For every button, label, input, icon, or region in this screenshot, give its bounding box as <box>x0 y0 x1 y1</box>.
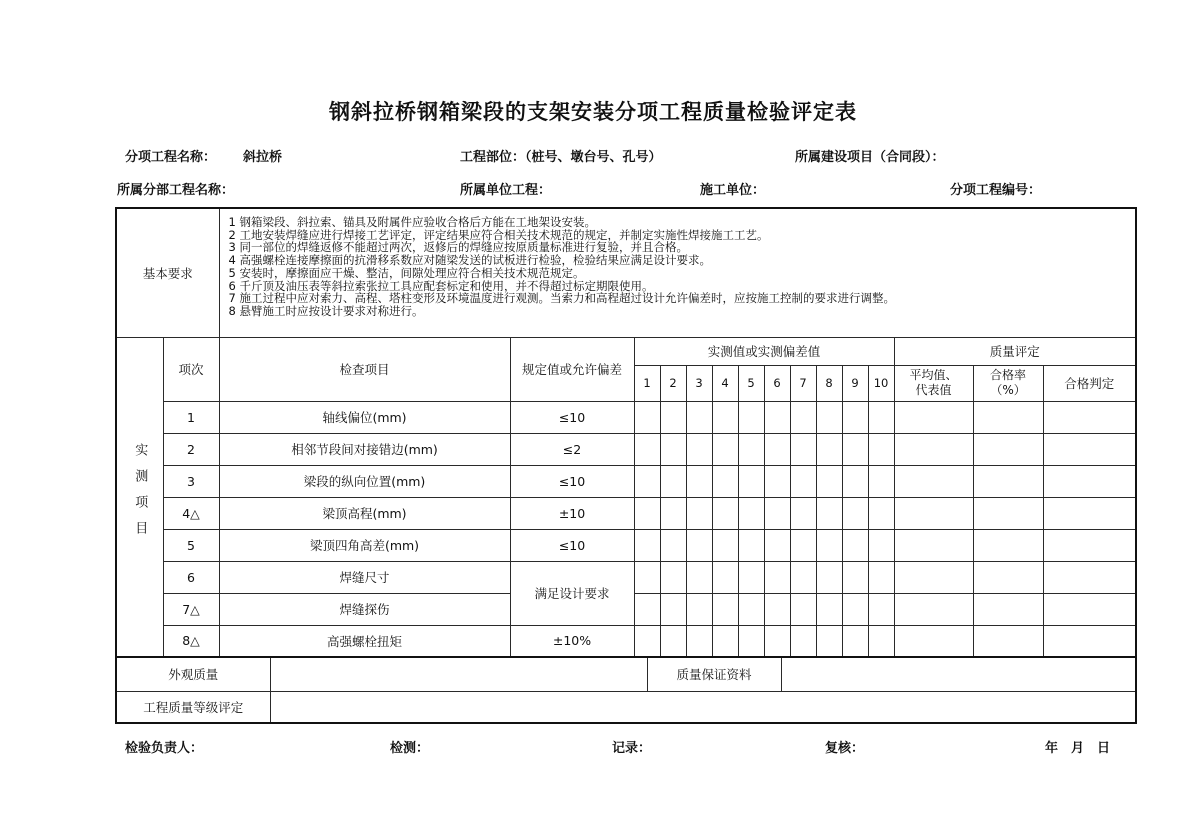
measured-value-cell <box>1043 401 1136 433</box>
col-header-sample-10: 10 <box>868 365 894 401</box>
qa-documents-label: 质量保证资料 <box>647 657 781 691</box>
measured-value-cell <box>660 497 686 529</box>
measured-value-cell <box>764 465 790 497</box>
project-part-label: 工程部位：（桩号、墩台号、孔号） <box>460 150 662 165</box>
measured-value-cell <box>712 401 738 433</box>
measured-value-cell <box>764 625 790 657</box>
measured-value-cell <box>816 433 842 465</box>
summary-table <box>115 656 1137 724</box>
measured-value-cell <box>764 497 790 529</box>
measured-value-cell <box>712 433 738 465</box>
spec-value: ≤10 <box>510 529 634 561</box>
item-no: 7△ <box>163 593 219 625</box>
measured-value-cell <box>868 561 894 593</box>
measured-value-cell <box>764 529 790 561</box>
col-header-sample-7: 7 <box>790 365 816 401</box>
measured-value-cell <box>660 593 686 625</box>
measured-value-cell <box>660 625 686 657</box>
spec-value: 满足设计要求 <box>510 561 634 625</box>
col-header-spec: 规定值或允许偏差 <box>510 337 634 401</box>
measured-value-cell <box>660 529 686 561</box>
appearance-quality-value <box>270 657 647 691</box>
measured-value-cell <box>1043 593 1136 625</box>
item-no: 4△ <box>163 497 219 529</box>
spec-value: ±10% <box>510 625 634 657</box>
measured-value-cell <box>712 497 738 529</box>
unit-project-label: 所属单位工程： <box>460 183 552 198</box>
basic-requirement-item: 4 高强螺栓连接摩擦面的抗滑移系数应对随梁发送的试板进行检验，检验结果应满足设计要求。 <box>228 253 711 268</box>
measured-value-cell <box>790 433 816 465</box>
spec-value: ±10 <box>510 497 634 529</box>
measured-value-cell <box>634 497 660 529</box>
tester-label: 检测： <box>390 741 430 756</box>
measured-value-cell <box>712 593 738 625</box>
measured-value-cell <box>660 561 686 593</box>
measured-value-cell <box>816 593 842 625</box>
measured-value-cell <box>842 561 868 593</box>
measured-value-cell <box>738 625 764 657</box>
basic-requirements-content <box>219 208 1136 337</box>
measured-value-cell <box>816 465 842 497</box>
measured-value-cell <box>973 593 1043 625</box>
spec-value: ≤10 <box>510 401 634 433</box>
measured-value-cell <box>738 561 764 593</box>
measured-value-cell <box>712 625 738 657</box>
col-header-quality-eval: 质量评定 <box>894 337 1136 365</box>
measured-value-cell <box>686 561 712 593</box>
measured-value-cell <box>868 593 894 625</box>
check-item: 焊缝尺寸 <box>219 561 510 593</box>
col-header-measured-values: 实测值或实测偏差值 <box>634 337 894 365</box>
measured-value-cell <box>790 465 816 497</box>
measured-value-cell <box>634 561 660 593</box>
item-no: 2 <box>163 433 219 465</box>
measured-value-cell <box>1043 433 1136 465</box>
item-no: 5 <box>163 529 219 561</box>
measured-value-cell <box>712 561 738 593</box>
contractor-label: 施工单位： <box>700 183 766 198</box>
measurement-row-6 <box>116 561 1136 593</box>
inspection-table <box>115 207 1137 658</box>
col-header-sample-1: 1 <box>634 365 660 401</box>
measured-value-cell <box>973 497 1043 529</box>
measured-value-cell <box>738 465 764 497</box>
measured-value-cell <box>634 433 660 465</box>
measured-value-cell <box>686 593 712 625</box>
page-title: 钢斜拉桥钢箱梁段的支架安装分项工程质量检验评定表 <box>329 100 857 124</box>
measured-value-cell <box>738 433 764 465</box>
reviewer-label: 复核： <box>825 741 865 756</box>
measurement-row-3 <box>116 465 1136 497</box>
measured-value-cell <box>868 625 894 657</box>
measured-value-cell <box>894 561 973 593</box>
measured-value-cell <box>842 433 868 465</box>
measured-value-cell <box>816 561 842 593</box>
col-header-pass-rate: 合格率 （%） <box>973 365 1043 401</box>
measured-value-cell <box>868 465 894 497</box>
measured-value-cell <box>738 497 764 529</box>
measured-value-cell <box>973 465 1043 497</box>
measured-value-cell <box>686 529 712 561</box>
measured-value-cell <box>790 593 816 625</box>
item-no: 3 <box>163 465 219 497</box>
measurement-row-5 <box>116 529 1136 561</box>
measured-value-cell <box>842 401 868 433</box>
basic-requirements-row <box>116 208 1136 337</box>
measured-value-cell <box>894 433 973 465</box>
measured-value-cell <box>842 497 868 529</box>
appearance-quality-row <box>116 657 1136 691</box>
measurement-row-2 <box>116 433 1136 465</box>
measured-value-cell <box>973 561 1043 593</box>
measured-value-cell <box>816 529 842 561</box>
measured-value-cell <box>1043 625 1136 657</box>
measured-value-cell <box>973 625 1043 657</box>
measured-value-cell <box>660 401 686 433</box>
measured-value-cell <box>738 401 764 433</box>
measured-value-cell <box>1043 497 1136 529</box>
item-no: 6 <box>163 561 219 593</box>
measured-value-cell <box>634 401 660 433</box>
quality-grade-value <box>270 691 1136 723</box>
subproject-name-label: 分项工程名称： <box>125 150 217 165</box>
item-no: 1 <box>163 401 219 433</box>
measured-value-cell <box>973 401 1043 433</box>
col-header-item-no: 项次 <box>163 337 219 401</box>
measured-value-cell <box>868 497 894 529</box>
measured-value-cell <box>764 561 790 593</box>
basic-requirement-item: 2 工地安装焊缝应进行焊接工艺评定，评定结果应符合相关技术规范的规定，并制定实施性焊接施工工艺。 <box>228 227 769 242</box>
measured-value-cell <box>973 433 1043 465</box>
measured-value-cell <box>712 529 738 561</box>
spec-value: ≤2 <box>510 433 634 465</box>
measurement-row-4 <box>116 497 1136 529</box>
check-item: 高强螺栓扭矩 <box>219 625 510 657</box>
measured-value-cell <box>660 433 686 465</box>
measured-value-cell <box>634 529 660 561</box>
table-header-row-1 <box>116 337 1136 365</box>
measured-value-cell <box>738 593 764 625</box>
measured-value-cell <box>842 593 868 625</box>
measured-value-cell <box>1043 465 1136 497</box>
col-header-check-item: 检查项目 <box>219 337 510 401</box>
check-item: 梁顶四角高差(mm) <box>219 529 510 561</box>
col-header-sample-3: 3 <box>686 365 712 401</box>
check-item: 梁顶高程(mm) <box>219 497 510 529</box>
measured-value-cell <box>894 497 973 529</box>
measured-value-cell <box>712 465 738 497</box>
measured-value-cell <box>894 625 973 657</box>
basic-requirement-item: 5 安装时，摩擦面应干燥、整洁，间隙处理应符合相关技术规范规定。 <box>228 265 585 280</box>
spec-value: ≤10 <box>510 465 634 497</box>
measured-items-section-label: 实测项目 <box>116 337 163 657</box>
measured-value-cell <box>764 433 790 465</box>
measured-value-cell <box>634 465 660 497</box>
measured-value-cell <box>790 497 816 529</box>
col-header-sample-5: 5 <box>738 365 764 401</box>
recorder-label: 记录： <box>612 741 652 756</box>
measured-value-cell <box>894 529 973 561</box>
measured-value-cell <box>816 401 842 433</box>
construction-project-label: 所属建设项目（合同段）： <box>795 150 945 165</box>
appearance-quality-label: 外观质量 <box>116 657 270 691</box>
quality-grade-label: 工程质量等级评定 <box>116 691 270 723</box>
measured-value-cell <box>842 465 868 497</box>
measured-value-cell <box>894 401 973 433</box>
measured-value-cell <box>868 401 894 433</box>
basic-requirements-label: 基本要求 <box>116 208 219 337</box>
check-item: 焊缝探伤 <box>219 593 510 625</box>
subproject-number-label: 分项工程编号： <box>950 183 1042 198</box>
check-item: 轴线偏位(mm) <box>219 401 510 433</box>
measured-value-cell <box>660 465 686 497</box>
measured-value-cell <box>816 625 842 657</box>
basic-requirement-item: 3 同一部位的焊缝返修不能超过两次，返修后的焊缝应按原质量标准进行复验，并且合格。 <box>228 240 688 255</box>
measured-value-cell <box>1043 561 1136 593</box>
col-header-sample-6: 6 <box>764 365 790 401</box>
quality-grade-row <box>116 691 1136 723</box>
measured-value-cell <box>894 465 973 497</box>
measured-value-cell <box>738 529 764 561</box>
measured-value-cell <box>973 529 1043 561</box>
date-label: 年 月 日 <box>1045 741 1111 756</box>
measured-value-cell <box>790 625 816 657</box>
measured-value-cell <box>842 625 868 657</box>
col-header-sample-9: 9 <box>842 365 868 401</box>
measured-value-cell <box>764 401 790 433</box>
division-project-label: 所属分部工程名称： <box>117 183 235 198</box>
item-no: 8△ <box>163 625 219 657</box>
measured-value-cell <box>1043 529 1136 561</box>
inspector-label: 检验负责人： <box>125 741 204 756</box>
col-header-sample-2: 2 <box>660 365 686 401</box>
measured-value-cell <box>686 625 712 657</box>
measured-value-cell <box>790 561 816 593</box>
measured-value-cell <box>686 401 712 433</box>
basic-requirement-item: 8 悬臂施工时应按设计要求对称进行。 <box>228 303 424 318</box>
basic-requirement-item: 1 钢箱梁段、斜拉索、锚具及附属件应验收合格后方能在工地架设安装。 <box>228 215 596 229</box>
measured-value-cell <box>686 497 712 529</box>
col-header-judgement: 合格判定 <box>1043 365 1136 401</box>
measured-value-cell <box>868 529 894 561</box>
check-item: 相邻节段间对接错边(mm) <box>219 433 510 465</box>
measured-value-cell <box>686 433 712 465</box>
measured-value-cell <box>634 593 660 625</box>
measured-value-cell <box>634 625 660 657</box>
col-header-sample-8: 8 <box>816 365 842 401</box>
measurement-row-1 <box>116 401 1136 433</box>
measured-value-cell <box>816 497 842 529</box>
measured-value-cell <box>686 465 712 497</box>
measured-value-cell <box>868 433 894 465</box>
measured-value-cell <box>790 401 816 433</box>
basic-requirement-item: 7 施工过程中应对索力、高程、塔柱变形及环境温度进行观测。当索力和高程超过设计允许偏差时，应按施工控制的要求进行调整。 <box>228 291 895 306</box>
measurement-row-8 <box>116 625 1136 657</box>
qa-documents-value <box>781 657 1136 691</box>
measured-value-cell <box>764 593 790 625</box>
subproject-name-value: 斜拉桥 <box>243 150 283 165</box>
check-item: 梁段的纵向位置(mm) <box>219 465 510 497</box>
col-header-sample-4: 4 <box>712 365 738 401</box>
measured-value-cell <box>790 529 816 561</box>
measured-value-cell <box>894 593 973 625</box>
col-header-average: 平均值、 代表值 <box>894 365 973 401</box>
measured-value-cell <box>842 529 868 561</box>
basic-requirement-item: 6 千斤顶及油压表等斜拉索张拉工具应配套标定和使用，并不得超过标定期限使用。 <box>228 278 654 293</box>
